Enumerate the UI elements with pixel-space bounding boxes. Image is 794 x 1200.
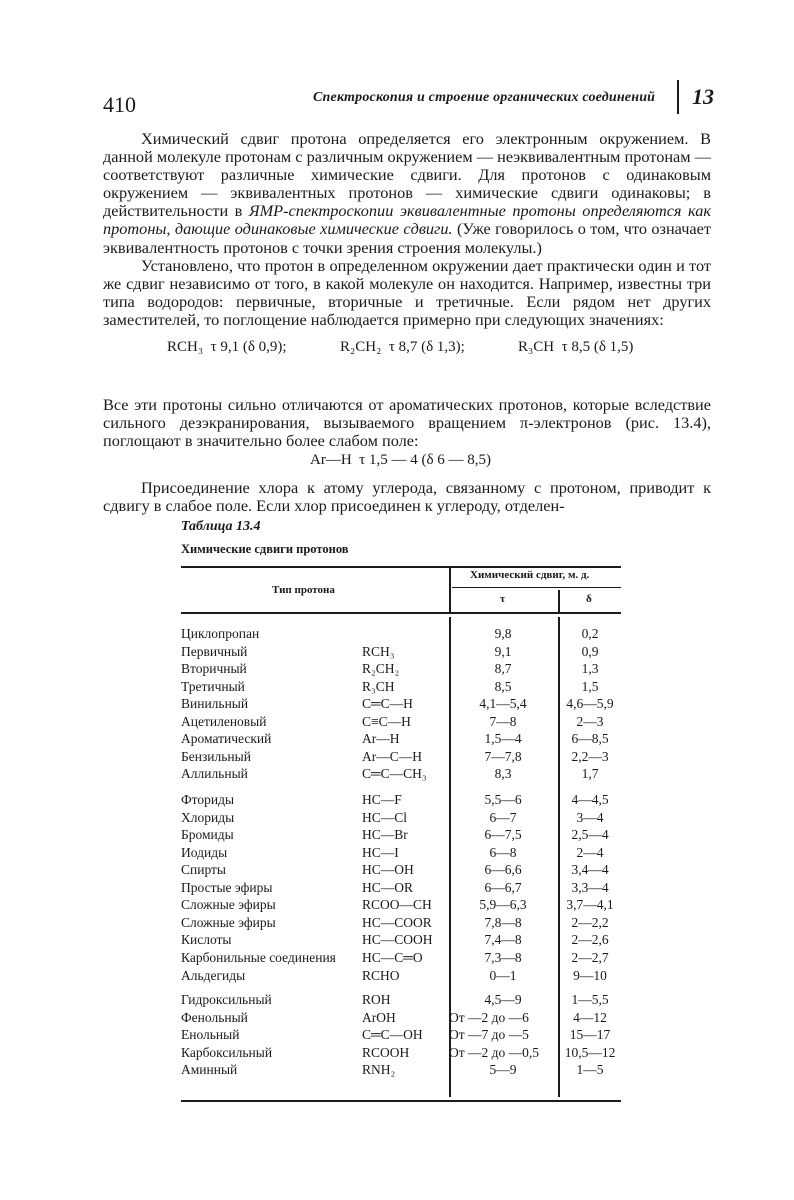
table-row [181, 661, 621, 679]
delta-value: 3,3—4 [571, 879, 609, 895]
proton-formula: C═C—H [362, 696, 413, 712]
table-row [181, 968, 621, 986]
header-delta: δ [586, 593, 592, 605]
proton-formula: Ar—C—H [362, 748, 422, 764]
tau-value: 5,5—6 [484, 792, 522, 807]
formula-group: R₃CH [518, 339, 555, 355]
proton-type: Альдегиды [181, 967, 246, 983]
proton-type: Фенольный [181, 1009, 248, 1025]
formula-group: Ar—H [310, 452, 352, 468]
delta-value: 3,4—4 [571, 862, 609, 878]
delta-value: 2,2—3 [571, 748, 609, 764]
proton-formula: HC—Cl [362, 809, 408, 825]
tau-value: 7—7,8 [484, 748, 522, 764]
header-bottom-rule [181, 612, 621, 614]
tau-value: От —2 до —0,5 [449, 1044, 540, 1060]
proton-formula: R₃CH [362, 678, 395, 694]
delta-value: 1,5 [581, 678, 599, 694]
table-row [181, 626, 621, 644]
tau-value: 9,8 [494, 626, 512, 641]
proton-type: Карбоксильный [181, 1044, 273, 1060]
proton-type: Бромиды [181, 827, 234, 843]
paragraph-2: Установлено, что протон в определенном окружении дает практически один и тот же сдвиг независимо от того, в какой молекуле он находится. Например, известны три типа водородов: первичные, вторичные и третичные. Если рядом нет других заместителей, то поглощение наблюдается примерно при следующих значениях: [103, 255, 711, 329]
delta-value: 1,7 [581, 766, 599, 782]
delta-value: 15—17 [569, 1027, 611, 1043]
header-tau: τ [500, 593, 506, 605]
tau-value: 4,1—5,4 [479, 696, 527, 712]
table-row [181, 1027, 621, 1045]
proton-formula: HC—I [362, 844, 399, 860]
header-subcol-divider [558, 590, 560, 612]
header-shift: Химический сдвиг, м. д. [470, 569, 590, 581]
tau-value: 0—1 [489, 967, 517, 983]
table-row [181, 845, 621, 863]
tau-value: 5—9 [489, 1062, 517, 1078]
table-row [181, 1010, 621, 1028]
chapter-number: 13 [692, 84, 714, 109]
table-row [181, 915, 621, 933]
header-divider [677, 80, 679, 114]
proton-formula: HC—OR [362, 879, 414, 895]
running-title: Спектроскопия и строение органических соединений [313, 90, 656, 105]
delta-value: 1—5 [576, 1062, 604, 1078]
proton-type: Енольный [181, 1027, 240, 1043]
tau-value: 8,7 [494, 661, 512, 677]
formula-group: R₂CH₂ [340, 339, 382, 355]
paragraph-1-start: Химический сдвиг протона определяется его электронным окружением. В данной молекуле протонам с различным окружением — неэквивалентным протонам — соответствуют различные химические сдвиги. Для протонов с одинаковым окружением — эквивалентных протонов — химические сдвиги одинаковы; в действительности в [103, 129, 711, 221]
table-row [181, 766, 621, 784]
formula-group: RCH₃ [167, 339, 204, 355]
tau-value: 6—6,6 [484, 862, 522, 878]
paragraph-3: Все эти протоны сильно отличаются от ароматических протонов, которые вследствие сильного дезэкранирования, вызываемого вращением π-электронов (рис. 13.4), поглощают в значительно более слабом поле: [103, 395, 711, 451]
proton-type: Гидроксильный [181, 992, 272, 1007]
header-sub-rule [452, 587, 621, 588]
proton-type: Циклопропан [181, 626, 260, 641]
formula-tertiary [518, 339, 633, 356]
table-row [181, 950, 621, 968]
proton-formula: ROH [362, 992, 391, 1007]
proton-formula: RCOO—CH [362, 897, 432, 913]
tau-value: 7—8 [489, 713, 517, 729]
proton-type: Аминный [181, 1062, 238, 1078]
proton-formula: HC—COOH [362, 932, 433, 948]
body-text-1 [103, 130, 711, 329]
paragraph-1-italic: ЯМР-спектроскопии эквивалентные протоны определяются как протоны, дающие одинаковые химические сдвиги. [103, 201, 711, 239]
proton-type: Простые эфиры [181, 879, 273, 895]
paragraph-4: Присоединение хлора к атому углерода, связанному с протоном, приводит к сдвигу в слабое поле. Если хлор присоединен к углероду, отделен- [103, 478, 711, 516]
delta-value: 4—12 [573, 1009, 607, 1025]
proton-type: Винильный [181, 696, 249, 712]
table-row [181, 810, 621, 828]
proton-formula: HC—COOR [362, 914, 432, 930]
formula-value: τ 8,7 (δ 1,3); [388, 339, 465, 355]
proton-formula: RCH₃ [362, 643, 395, 659]
delta-value: 4,6—5,9 [566, 696, 614, 712]
proton-type: Спирты [181, 862, 226, 878]
delta-value: 3—4 [576, 809, 604, 825]
table-row [181, 731, 621, 749]
proton-type: Сложные эфиры [181, 914, 276, 930]
table-top-rule [181, 566, 621, 568]
proton-type: Карбонильные соединения [181, 949, 336, 965]
proton-formula: ArOH [362, 1009, 396, 1025]
tau-value: От —7 до —5 [449, 1027, 529, 1043]
delta-value: 2—2,2 [571, 914, 609, 930]
tau-value: От —2 до —6 [449, 1009, 529, 1025]
proton-formula: RCOOH [362, 1044, 410, 1060]
tau-value: 6—7 [489, 809, 517, 825]
delta-value: 4—4,5 [571, 792, 609, 807]
proton-formula: C≡C—H [362, 713, 411, 729]
tau-value: 7,3—8 [484, 949, 522, 965]
proton-type: Фториды [181, 792, 235, 807]
tau-value: 6—7,5 [484, 827, 522, 843]
tau-value: 1,5—4 [484, 731, 522, 747]
proton-formula: RNH₂ [362, 1062, 396, 1078]
header-type: Тип протона [272, 584, 335, 596]
tau-value: 7,8—8 [484, 914, 522, 930]
table-row [181, 714, 621, 732]
delta-value: 2,5—4 [571, 827, 609, 843]
proton-formula: HC—F [362, 792, 402, 807]
tau-value: 5,9—6,3 [479, 897, 527, 913]
proton-type: Иодиды [181, 844, 228, 860]
table-bottom-rule [181, 1100, 621, 1102]
proton-type: Ацетиленовый [181, 713, 267, 729]
delta-value: 3,7—4,1 [566, 897, 614, 913]
delta-value: 6—8,5 [571, 731, 609, 747]
tau-value: 6—8 [489, 844, 517, 860]
proton-type: Первичный [181, 643, 248, 659]
tau-value: 9,1 [494, 643, 512, 659]
table-row [181, 862, 621, 880]
header-col-divider [449, 567, 451, 612]
formula-secondary [340, 339, 465, 356]
proton-formula: HC—Br [362, 827, 408, 843]
proton-formula: HC—C═O [362, 949, 423, 965]
table-row [181, 827, 621, 845]
delta-value: 1,3 [581, 661, 599, 677]
delta-value: 1—5,5 [571, 992, 609, 1007]
formula-value: τ 9,1 (δ 0,9); [210, 339, 287, 355]
table-row [181, 1062, 621, 1080]
proton-formula: R₂CH₂ [362, 661, 400, 677]
body-text-2 [103, 396, 711, 450]
proton-type: Сложные эфиры [181, 897, 276, 913]
formula-aromatic [310, 452, 491, 469]
delta-value: 0,9 [581, 643, 599, 659]
delta-value: 9—10 [573, 967, 607, 983]
proton-formula: RCHO [362, 967, 400, 983]
proton-type: Бензильный [181, 748, 251, 764]
table-row [181, 679, 621, 697]
delta-value: 10,5—12 [564, 1044, 616, 1060]
table-row [181, 897, 621, 915]
tau-value: 8,5 [494, 678, 512, 694]
delta-value: 0,2 [581, 626, 599, 641]
table-row [181, 1045, 621, 1063]
table-row [181, 696, 621, 714]
proton-type: Ароматический [181, 731, 272, 747]
tau-value: 6—6,7 [484, 879, 522, 895]
proton-type: Третичный [181, 678, 245, 694]
paragraph-1-end: (Уже говорилось о том, что означает эквивалентность протонов с точки зрения строения молекулы.) [103, 219, 711, 257]
table-row [181, 792, 621, 810]
page-number: 410 [103, 92, 136, 117]
table-row [181, 749, 621, 767]
formula-value: τ 1,5 — 4 (δ 6 — 8,5) [359, 452, 492, 468]
proton-type: Аллильный [181, 766, 248, 782]
proton-type: Вторичный [181, 661, 247, 677]
delta-value: 2—4 [576, 844, 604, 860]
body-text-3 [103, 479, 711, 515]
proton-type: Кислоты [181, 932, 232, 948]
delta-value: 2—3 [576, 713, 604, 729]
formula-value: τ 8,5 (δ 1,5) [561, 339, 634, 355]
table-title: Химические сдвиги протонов [181, 542, 349, 556]
proton-formula: HC—OH [362, 862, 414, 878]
paragraph-1 [103, 130, 711, 257]
proton-formula: Ar—H [362, 731, 400, 747]
formula-primary [167, 339, 287, 356]
proton-formula: C═C—OH [362, 1027, 423, 1043]
tau-value: 4,5—9 [484, 992, 522, 1007]
table-row [181, 880, 621, 898]
table-row [181, 992, 621, 1010]
tau-value: 7,4—8 [484, 932, 522, 948]
table-row [181, 932, 621, 950]
proton-formula: C═C—CH₃ [362, 766, 427, 782]
delta-value: 2—2,6 [571, 932, 609, 948]
proton-type: Хлориды [181, 809, 235, 825]
table-caption: Таблица 13.4 [181, 519, 261, 534]
table-row [181, 644, 621, 662]
tau-value: 8,3 [494, 766, 512, 782]
delta-value: 2—2,7 [571, 949, 609, 965]
